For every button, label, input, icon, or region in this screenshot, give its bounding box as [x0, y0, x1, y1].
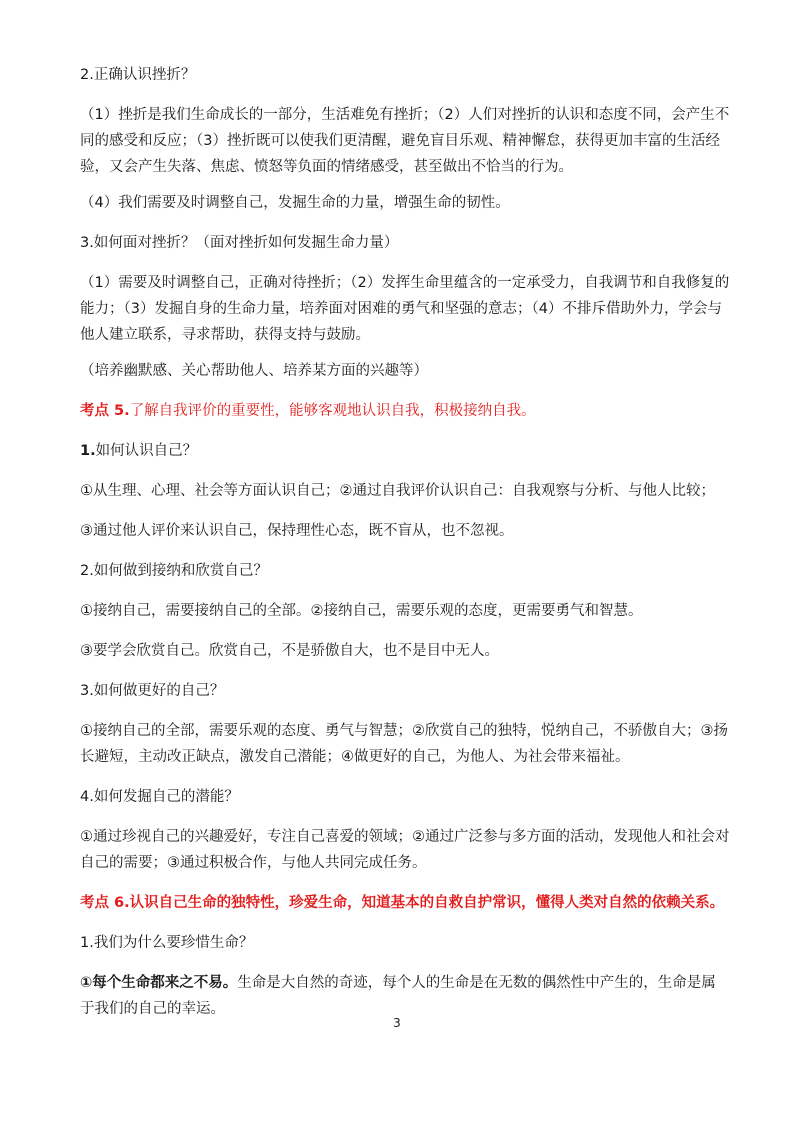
accept-line-1: ①接纳自己，需要接纳自己的全部。②接纳自己，需要乐观的态度，更需要勇气和智慧。: [80, 603, 643, 619]
page-content: [80, 62, 730, 1036]
question-accept-and-appreciate: 2.如何做到接纳和欣赏自己？: [80, 563, 268, 579]
setbacks-point-4: （4）我们需要及时调整自己，发掘生命的力量，增强生命的韧性。: [80, 195, 510, 211]
setbacks-points-1-3: （1）挫折是我们生命成长的一部分，生活难免有挫折；（2）人们对挫折的认识和态度不同，会产生不同的感受和反应；（3）挫折既可以使我们更清醒，避免盲目乐观、精神懈怠，获得更加丰富的生活经验，又会产生失落、焦虑、愤怒等负面的情绪感受，甚至做出不恰当的行为。: [80, 107, 730, 175]
cherish-life-answer: [80, 970, 730, 1022]
key-point-5-text: 了解自我评价的重要性，能够客观地认识自我，积极接纳自我。: [129, 403, 536, 419]
question-title: 如何认识自己？: [95, 443, 198, 459]
question-discover-potential: 4.如何发掘自己的潜能？: [80, 789, 239, 805]
facing-setbacks-examples: （培养幽默感、关心帮助他人、培养某方面的兴趣等）: [80, 363, 428, 379]
key-point-6-title: 考点 6.认识自己生命的独特性，珍爱生命，知道基本的自救自护常识，懂得人类对自然的依赖关系。: [80, 895, 725, 911]
cherish-life-bold-lead: ①每个生命都来之不易。: [80, 975, 238, 991]
facing-setbacks-points: （1）需要及时调整自己，正确对待挫折；（2）发挥生命里蕴含的一定承受力，自我调节和自我修复的能力；（3）发掘自身的生命力量，培养面对困难的勇气和坚强的意志；（4）不排斥借助外力，学会与他人建立联系，寻求帮助，获得支持与鼓励。: [80, 275, 730, 343]
question-better-self: 3.如何做更好的自己？: [80, 683, 225, 699]
question-cherish-life: 1.我们为什么要珍惜生命？: [80, 935, 254, 951]
key-point-5-label: 考点 5.: [80, 403, 130, 419]
know-yourself-line-1: ①从生理、心理、社会等方面认识自己；②通过自我评价认识自己：自我观察与分析、与他人比较；: [80, 483, 715, 499]
question-number: 1.: [80, 443, 96, 459]
cherish-life-rest: 生命是大自然的奇迹，每个人的生命是在无数的偶然性中产生的，生命是属于我们的自己的幸运。: [80, 975, 716, 1017]
question-how-to-know-yourself: [80, 438, 730, 464]
page-number: 3: [393, 1016, 401, 1030]
section-heading-correct-view-of-setbacks: 2.正确认识挫折？: [80, 67, 196, 83]
potential-answer: ①通过珍视自己的兴趣爱好，专注自己喜爱的领域；②通过广泛参与多方面的活动，发现他人和社会对自己的需要；③通过积极合作，与他人共同完成任务。: [80, 829, 730, 871]
know-yourself-line-2: ③通过他人评价来认识自己，保持理性心态，既不盲从，也不忽视。: [80, 523, 514, 539]
key-point-5-title: [80, 398, 730, 424]
section-heading-facing-setbacks: 3.如何面对挫折？（面对挫折如何发掘生命力量）: [80, 235, 399, 251]
better-self-answer: ①接纳自己的全部，需要乐观的态度、勇气与智慧；②欣赏自己的独特，悦纳自己，不骄傲自大；③扬长避短，主动改正缺点，激发自己潜能；④做更好的自己，为他人、为社会带来福祉。: [80, 723, 728, 765]
accept-line-2: ③要学会欣赏自己。欣赏自己，不是骄傲自大，也不是目中无人。: [80, 643, 499, 659]
